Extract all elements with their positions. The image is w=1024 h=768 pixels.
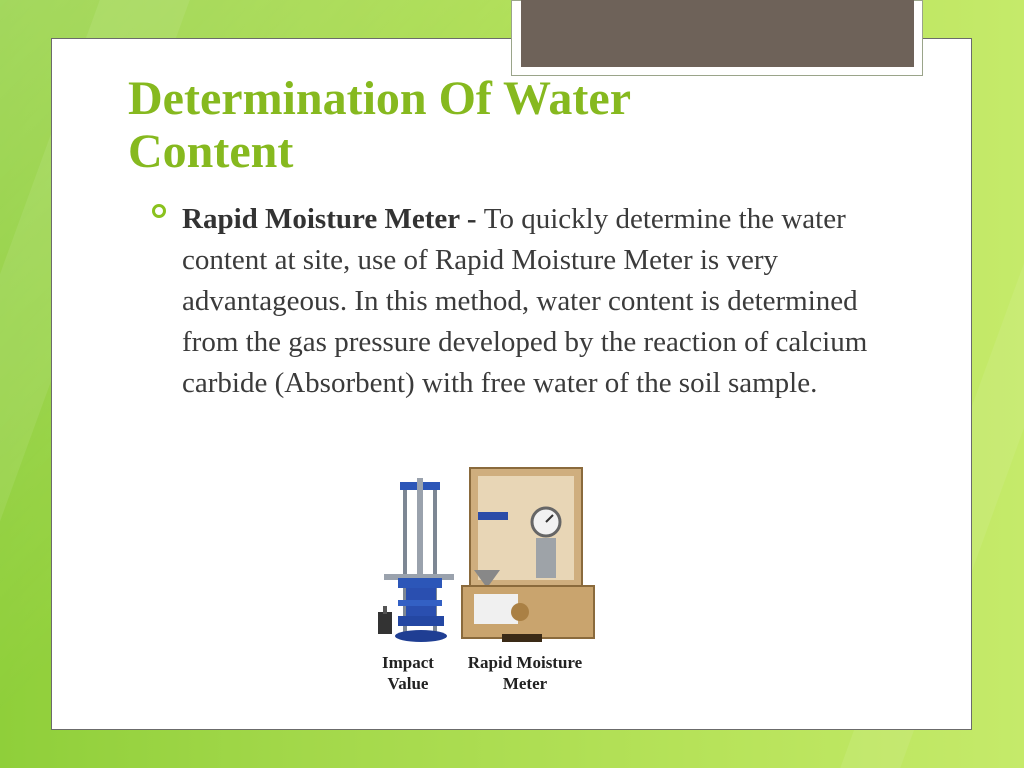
meter-caption-line-1: Rapid Moisture bbox=[467, 653, 583, 672]
rapid-moisture-meter-case-icon bbox=[462, 468, 594, 642]
bullet-term: Rapid Moisture Meter bbox=[182, 203, 460, 235]
bullet-paragraph bbox=[182, 199, 894, 404]
equipment-illustration bbox=[370, 460, 610, 650]
impact-value-caption bbox=[372, 652, 444, 694]
impact-value-apparatus-icon bbox=[378, 478, 454, 642]
bullet-body: To quickly determine the water content at site, use of Rapid Moisture Meter is very advantageous. In this method, water content is determined from the gas pressure developed by the reaction of calcium carbide (Absorbent) with free water of the soil sample. bbox=[182, 203, 868, 399]
bullet-circle-icon bbox=[152, 204, 166, 218]
bullet-separator: - bbox=[459, 203, 484, 235]
equipment-figure bbox=[370, 460, 610, 705]
impact-caption-line-2: Value bbox=[387, 674, 429, 693]
meter-caption-line-2: Meter bbox=[502, 674, 548, 693]
slide-title: Determination Of Water Content bbox=[128, 72, 631, 178]
impact-caption-line-1: Impact bbox=[382, 653, 434, 672]
title-tab bbox=[521, 0, 914, 67]
rapid-moisture-meter-caption bbox=[456, 652, 594, 694]
